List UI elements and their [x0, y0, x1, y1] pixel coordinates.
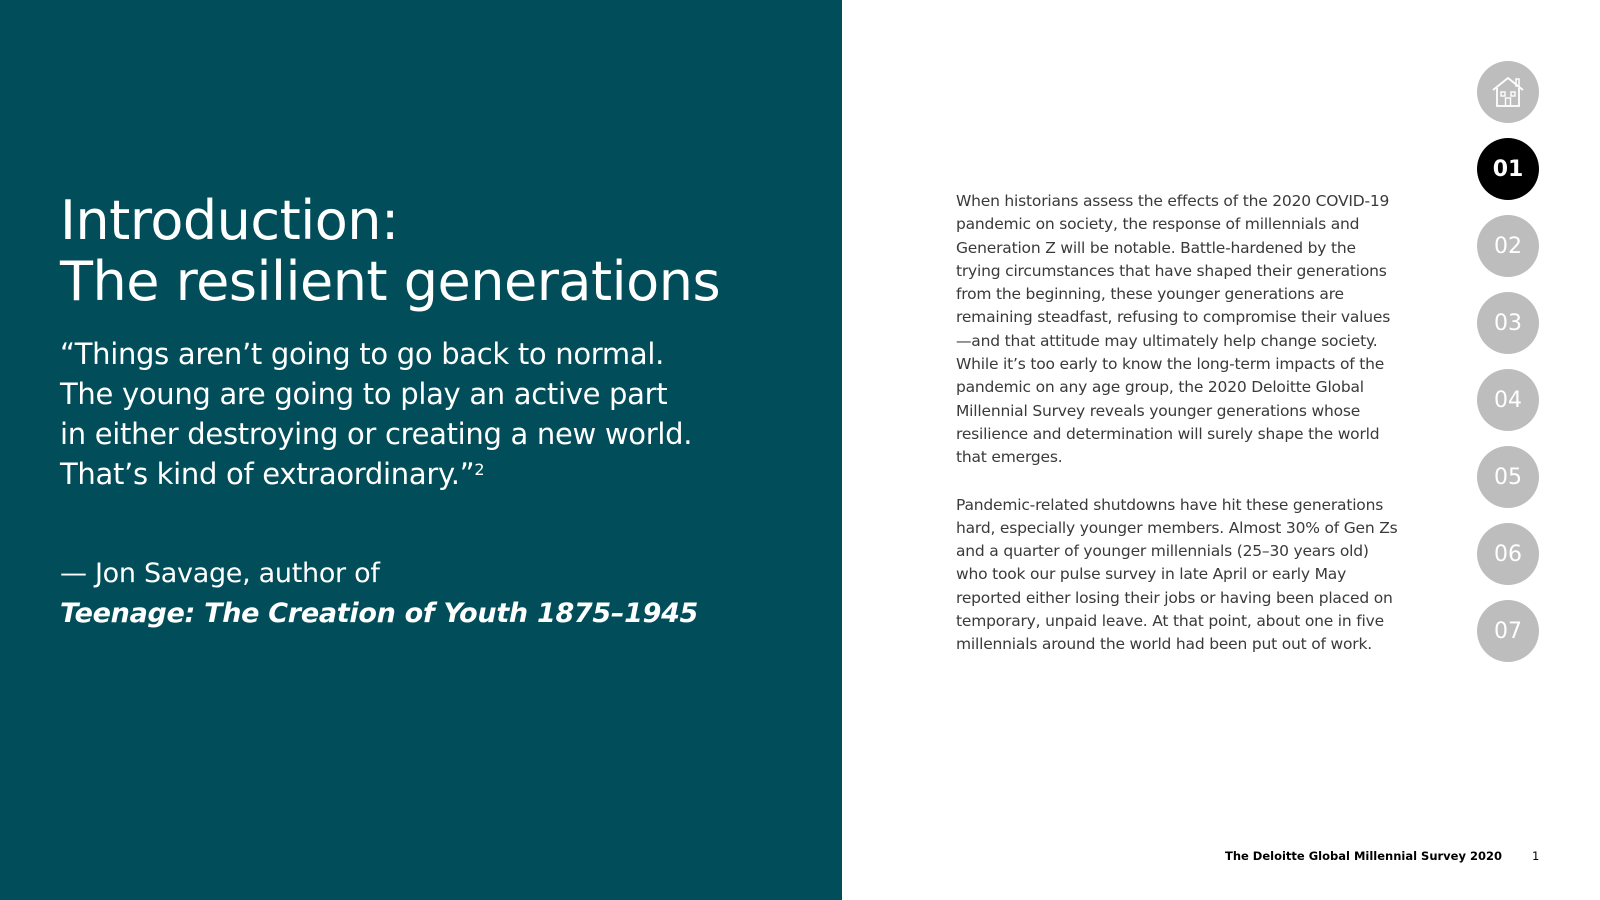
nav-section-01[interactable]: 01 [1477, 138, 1539, 200]
page-number: 1 [1532, 849, 1540, 863]
title-line-2: The resilient generations [60, 250, 721, 313]
attribution-book-title: Teenage: The Creation of Youth 1875–1945 [60, 598, 699, 629]
nav-section-06[interactable]: 06 [1477, 523, 1539, 585]
quote-line-3: in either destroying or creating a new world. [60, 417, 693, 451]
home-icon [1490, 75, 1526, 109]
nav-section-02[interactable]: 02 [1477, 215, 1539, 277]
title-line-1: Introduction: [60, 189, 399, 252]
quote-line-4-text: That’s kind of extraordinary.” [60, 457, 475, 491]
section-nav [1477, 61, 1539, 677]
quote-attribution [60, 554, 698, 634]
body-paragraph-1: When historians assess the effects of the 2020 COVID-19 pandemic on society, the response of millennials and Generation Z will be notable. Battle-hardened by the trying circumstances that have shaped their generations from the beginning, these younger generations are remaining steadfast, refusing to compromise their values—and that attitude may ultimately help change society. While it’s too early to know the long-term impacts of the pandemic on any age group, the 2020 Deloitte Global Millennial Survey reveals younger generations whose resilience and determination will surely shape the world that emerges. [956, 192, 1391, 467]
quote-line-2: The young are going to play an active part [60, 377, 668, 411]
body-paragraph-2: Pandemic-related shutdowns have hit these generations hard, especially younger members. Almost 30% of Gen Zs and a quarter of younger millennials (25–30 years old) who took our pulse survey in late April or early May reported either losing their jobs or having been placed on temporary, unpaid leave. At that point, about one in five millennials around the world had been put out of work. [956, 495, 1398, 654]
nav-home-button[interactable] [1477, 61, 1539, 123]
quote-line-4 [60, 454, 800, 494]
attribution-author: — Jon Savage, author of [60, 558, 380, 589]
nav-section-03[interactable]: 03 [1477, 292, 1539, 354]
footer-report-title: The Deloitte Global Millennial Survey 2020 [1224, 849, 1502, 863]
nav-section-05[interactable]: 05 [1477, 446, 1539, 508]
quote-line-1: “Things aren’t going to go back to normal. [60, 337, 664, 371]
body-text [956, 190, 1401, 681]
footnote-ref[interactable]: 2 [474, 460, 485, 479]
nav-section-04[interactable]: 04 [1477, 369, 1539, 431]
page-title [60, 190, 720, 312]
nav-section-07[interactable]: 07 [1477, 600, 1539, 662]
pull-quote [60, 334, 800, 494]
